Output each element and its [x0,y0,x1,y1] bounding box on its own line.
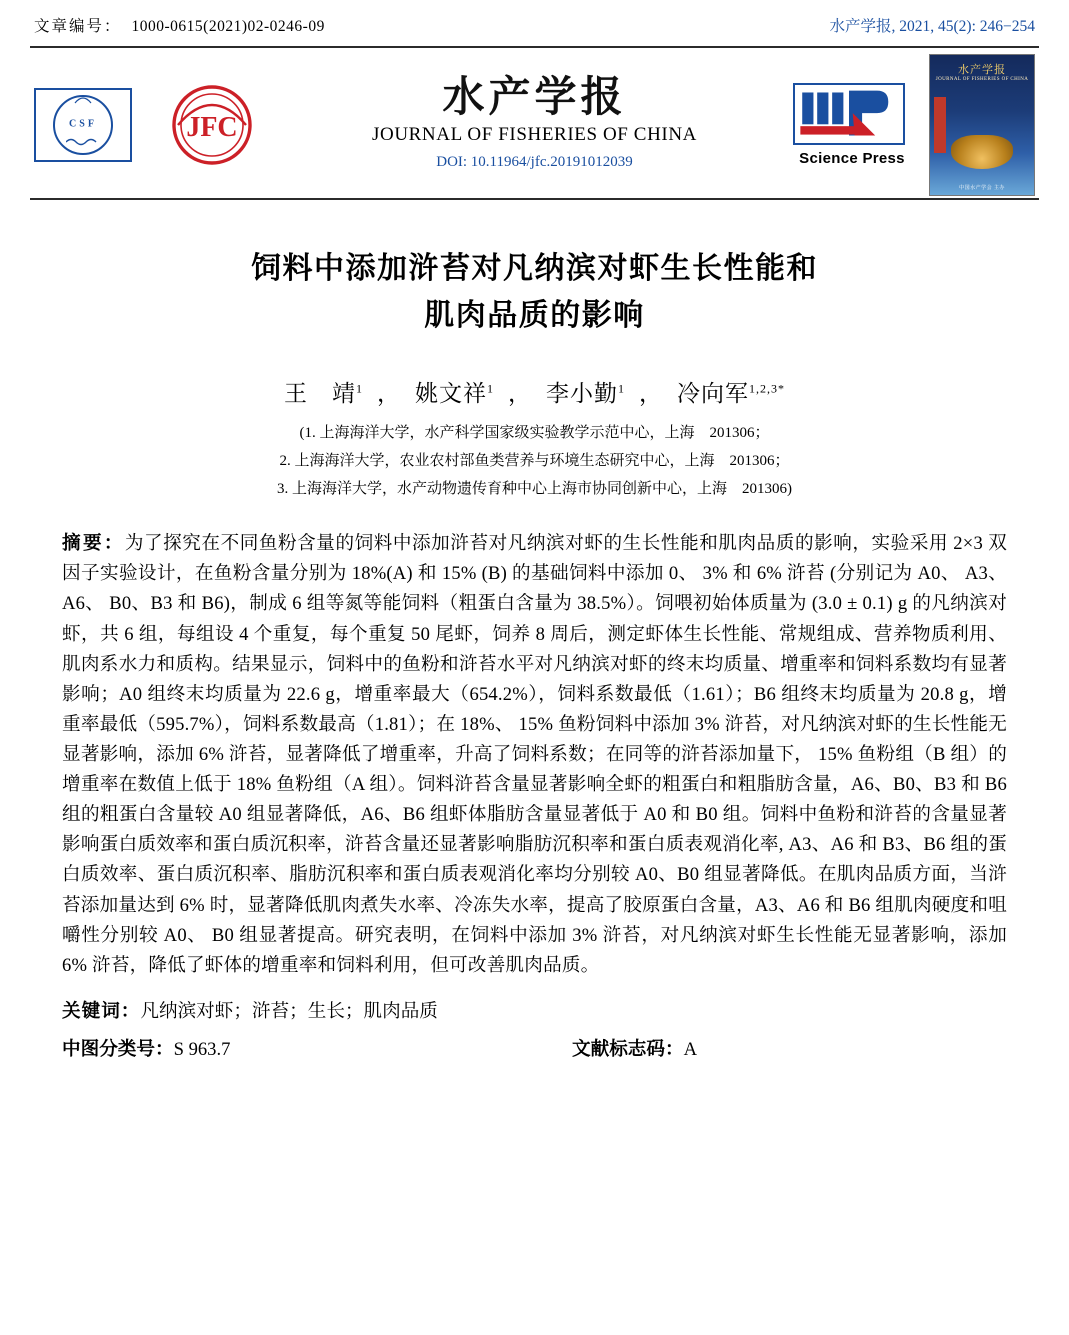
author-name: 姚文祥 [415,381,487,406]
right-logo-group [735,54,1035,196]
author-name: 李小勤 [546,381,618,406]
author-affiliation-mark: 1 [618,381,625,396]
clc-label: 中图分类号： [62,1038,174,1060]
affiliation-list [28,420,1041,503]
author-item [415,381,494,406]
author-separator: ， [639,381,663,406]
author-affiliation-mark: 1 [356,381,363,396]
logo-letters: CSF [69,118,97,130]
masthead [28,48,1041,198]
svg-text:JFC: JFC [186,112,238,143]
author-affiliation-mark: 1 [487,381,494,396]
journal-citation: 水产学报, 2021, 45(2): 246−254 [829,18,1035,35]
keywords-label: 关键词： [62,1000,141,1022]
science-press-label: Science Press [799,150,905,167]
science-press-logo [793,83,911,167]
affiliation-item: 2. 上海海洋大学，农业农村部鱼类营养与环境生态研究中心，上海 201306； [279,452,790,469]
china-society-fisheries-logo-icon [34,88,132,162]
page-header [28,0,1041,42]
cover-title: 水产学报 [958,63,1006,76]
keywords-text: 凡纳滨对虾；浒苔；生长；肌肉品质 [140,1000,438,1022]
affiliation-item: (1. 上海海洋大学，水产科学国家级实验教学示范中心，上海 201306； [299,425,770,441]
science-press-mark-icon [793,83,905,145]
cover-footer: 中国水产学会 主办 [959,186,1005,191]
document-code [572,1035,697,1061]
journal-cover-thumbnail [929,54,1035,196]
cover-illustration [951,135,1013,169]
classification-row [62,1035,1007,1061]
cover-subtitle: JOURNAL OF FISHERIES OF CHINA [935,77,1029,82]
author-name: 王 靖 [284,381,356,406]
cover-red-band [934,97,946,153]
document-code-label: 文献标志码： [572,1038,684,1060]
author-item [677,381,785,406]
jfc-logo-icon [166,83,258,167]
journal-title-en: JOURNAL OF FISHERIES OF CHINA [372,123,697,145]
wave-icon [66,136,100,146]
article-number [34,14,325,36]
clc-number [62,1035,362,1061]
author-item [284,381,363,406]
author-separator: ， [377,381,401,406]
clc-value: S 963.7 [173,1038,231,1060]
author-name: 冷向军 [677,381,749,406]
page-title [28,246,1041,339]
author-list [28,375,1041,408]
affiliation-item: 3. 上海海洋大学，水产动物遗传育种中心上海市协同创新中心，上海 201306) [277,480,792,497]
article-title-line1: 饲料中添加浒苔对凡纳滨对虾生长性能和 [251,251,818,286]
abstract-label: 摘要： [62,533,125,555]
left-logo-group [34,83,334,167]
header-rule-bottom [30,198,1039,200]
abstract-section [62,529,1007,981]
doi-link[interactable]: DOI: 10.11964/jfc.20191012039 [436,153,633,170]
abstract-text: 为了探究在不同鱼粉含量的饲料中添加浒苔对凡纳滨对虾的生长性能和肌肉品质的影响，实验采用 2×3 双因子实验设计，在鱼粉含量分别为 18%(A) 和 15% (B) 的基础饲料中添加 0、 3% 和 6% 浒苔 (分别记为 A0、 A3、 A6、 B0、B3 和 B6)，制成 6 组等氮等能饲料（粗蛋白含量为 38.5%）。饲喂初始体质量为 (3.0 ± 0.1) g 的凡纳滨对虾，共 6 组，每组设 4 个重复，每个重复 50 尾虾，饲养 8 周后，测定虾体生长性能、常规组成、营养物质利用、肌肉系水力和质构。结果显示，饲料中的鱼粉和浒苔水平对凡纳滨对虾的终末均质量、增重率和饲料系数均有显著影响；A0 组终末均质量为 22.6 g，增重率最大（654.2%），饲料系数最低（1.61）；B6 组终末均质量为 20.8 g，增重率最低（595.7%），饲料系数最高（1.81）；在 18%、 15% 鱼粉饲料中添加 3% 浒苔，对凡纳滨对虾的生长性能无显著影响，添加 6% 浒苔，显著降低了增重率，升高了饲料系数；在同等的浒苔添加量下， 15% 鱼粉组（B 组）的增重率在数值上低于 18% 鱼粉组（A 组）。饲料浒苔含量显著影响全虾的粗蛋白和粗脂肪含量，A6、B0、B3 和 B6 组的粗蛋白含量较 A0 组显著降低，A6、B6 组虾体脂肪含量显著低于 A0 和 B0 组。饲料中鱼粉和浒苔的含量显著影响蛋白质效率和蛋白质沉积率，浒苔含量还显著影响脂肪沉积率和蛋白质表观消化率, A3、A6 和 B3、B6 组的蛋白质效率、蛋白质沉积率、脂肪沉积率和蛋白质表观消化率均分别较 A0、B0 组显著降低。在肌肉品质方面，当浒苔添加量达到 6% 时，显著降低肌肉煮失水率、冷冻失水率，提高了胶原蛋白含量，A3、A6 和 B6 组肌肉硬度和咀嚼性分别较 A0、 B0 组显著提高。研究表明，在饲料中添加 3% 浒苔，对凡纳滨对虾生长性能无显著影响，添加 6% 浒苔，降低了虾体的增重率和饲料利用，但可改善肌肉品质。 [62,533,1007,976]
article-number-label: 文章编号： [34,18,122,35]
logo-top-mark-icon [73,93,93,105]
keywords-section [62,997,1007,1027]
journal-title-block [334,72,735,170]
document-code-value: A [683,1038,698,1060]
article-number-value: 1000-0615(2021)02-0246-09 [131,18,325,35]
author-separator: ， [508,381,532,406]
article-title-line2: 肌肉品质的影响 [424,297,645,333]
author-item [546,381,625,406]
journal-title-cn: 水产学报 [442,72,627,122]
author-affiliation-mark: 1,2,3* [749,381,785,396]
